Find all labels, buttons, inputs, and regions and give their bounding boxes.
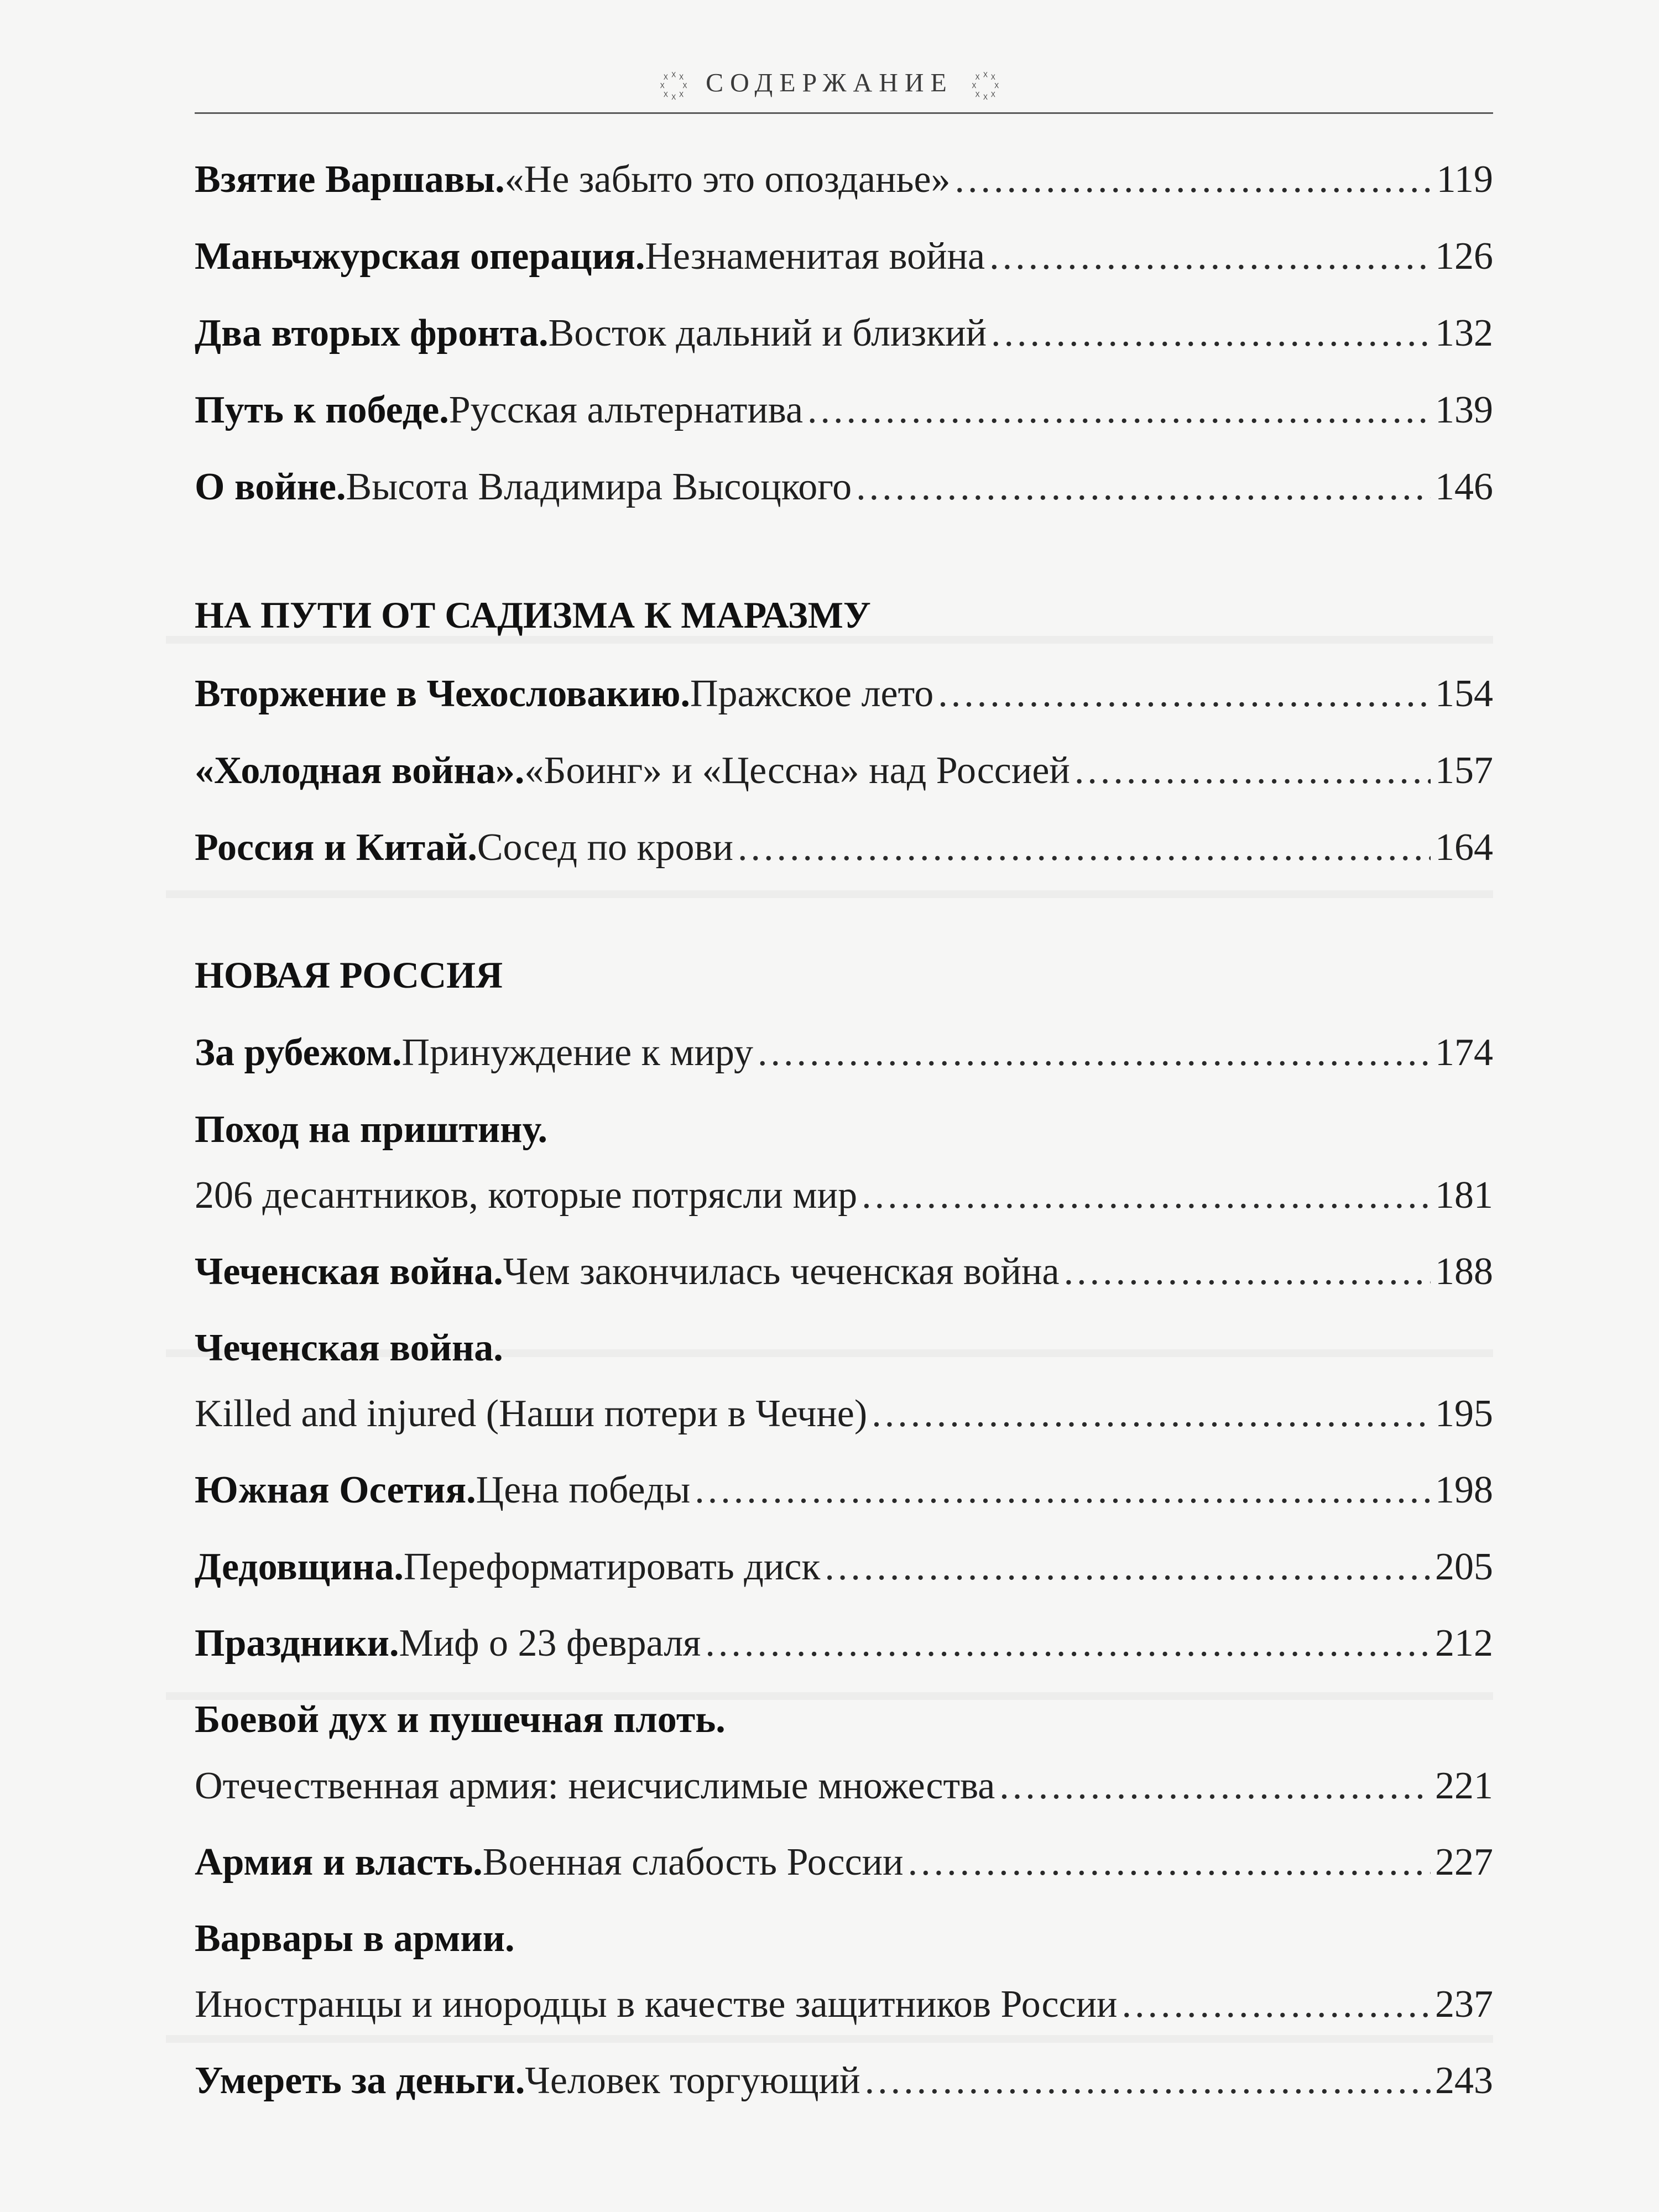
entry-subtitle: «Боинг» и «Цессна» над Россией: [524, 749, 1070, 792]
toc-entry[interactable]: [195, 1244, 1493, 1300]
entry-bold-title: О войне.: [195, 466, 346, 508]
page-number: 119: [1436, 158, 1493, 201]
section-heading: НОВАЯ РОССИЯ: [195, 954, 503, 996]
entry-bold-title: За рубежом.: [195, 1031, 402, 1074]
toc-entry[interactable]: [195, 1977, 1493, 2032]
entry-subtitle: Человек торгующий: [525, 2059, 860, 2102]
page-number: 198: [1435, 1469, 1493, 1511]
entry-bold-title: Два вторых фронта.: [195, 312, 549, 354]
toc-entry[interactable]: [195, 1386, 1493, 1442]
toc-entry[interactable]: [195, 743, 1493, 799]
page-title: СОДЕРЖАНИЕ: [706, 68, 953, 98]
bleed-through: [166, 890, 1493, 898]
entry-subtitle: Пражское лето: [690, 672, 934, 715]
dot-leader: [908, 1835, 1431, 1890]
dot-leader: [862, 1168, 1431, 1223]
page-number: 243: [1435, 2059, 1493, 2102]
section-heading: НА ПУТИ ОТ САДИЗМА К МАРАЗМУ: [195, 594, 871, 636]
toc-entry[interactable]: [195, 1463, 1493, 1518]
page-number: 154: [1435, 672, 1493, 715]
entry-subtitle: Восток дальний и близкий: [548, 312, 987, 354]
entry-subtitle: Русская альтернатива: [448, 389, 804, 431]
header-rule: [195, 112, 1493, 114]
dot-leader: [738, 820, 1431, 875]
page-number: 237: [1435, 1983, 1493, 2026]
toc-entry[interactable]: [195, 820, 1493, 875]
entry-bold-title: Чеченская война.: [195, 1250, 503, 1293]
toc-entry[interactable]: [195, 1168, 1493, 1223]
entry-bold-title: Праздники.: [195, 1622, 399, 1665]
entry-subtitle: Иностранцы и инородцы в качестве защитников России: [195, 1983, 1118, 2026]
dot-leader: [807, 383, 1431, 438]
page-number: 195: [1435, 1392, 1493, 1435]
dot-leader: [865, 2053, 1431, 2109]
entry-subtitle: 206 десантников, которые потрясли мир: [195, 1174, 858, 1217]
toc-entry[interactable]: [195, 460, 1493, 515]
page-number: 205: [1435, 1546, 1493, 1588]
page-number: 181: [1435, 1174, 1493, 1217]
page-number: 164: [1435, 826, 1493, 869]
page-number: 139: [1435, 389, 1493, 431]
entry-bold-title[interactable]: Боевой дух и пушечная плоть.: [195, 1698, 726, 1741]
page-number: 221: [1435, 1765, 1493, 1807]
toc-entry[interactable]: [195, 1540, 1493, 1595]
page-number: 188: [1435, 1250, 1493, 1293]
dot-leader: [1122, 1977, 1431, 2032]
bleed-through: [166, 2035, 1493, 2043]
dot-leader: [1074, 743, 1431, 799]
dot-leader: [989, 229, 1431, 284]
entry-bold-title: Дедовщина.: [195, 1546, 404, 1588]
toc-entry[interactable]: [195, 1759, 1493, 1814]
toc-entry[interactable]: [195, 1835, 1493, 1890]
page-number: 174: [1435, 1031, 1493, 1074]
running-header: [0, 65, 1659, 100]
dot-leader: [705, 1616, 1431, 1671]
entry-bold-title[interactable]: Поход на приштину.: [195, 1108, 547, 1151]
page-number: 126: [1435, 235, 1493, 278]
toc-entry[interactable]: [195, 383, 1493, 438]
entry-bold-title: Россия и Китай.: [195, 826, 477, 869]
entry-subtitle: Высота Владимира Высоцкого: [346, 466, 852, 508]
page-number: 212: [1435, 1622, 1493, 1665]
toc-entry[interactable]: [195, 1025, 1493, 1081]
entry-subtitle: Переформатировать диск: [403, 1546, 821, 1588]
entry-subtitle: Цена победы: [476, 1469, 691, 1511]
entry-subtitle: Военная слабость России: [482, 1841, 904, 1884]
entry-bold-title: Вторжение в Чехословакию.: [195, 672, 690, 715]
dot-leader: [695, 1463, 1431, 1518]
entry-subtitle: Миф о 23 февраля: [399, 1622, 701, 1665]
entry-subtitle: Чем закончилась чеченская война: [503, 1250, 1060, 1293]
toc-entry[interactable]: [195, 229, 1493, 284]
toc-entry[interactable]: [195, 2053, 1493, 2109]
dot-leader: [999, 1759, 1431, 1814]
toc-entry[interactable]: [195, 306, 1493, 361]
dot-leader: [825, 1540, 1431, 1595]
page-number: 132: [1435, 312, 1493, 354]
toc-entry[interactable]: [195, 1616, 1493, 1671]
page-number: 146: [1435, 466, 1493, 508]
entry-bold-title: Маньчжурская операция.: [195, 235, 645, 278]
entry-bold-title: «Холодная война».: [195, 749, 525, 792]
dot-leader: [991, 306, 1431, 361]
toc-entry[interactable]: [195, 152, 1493, 207]
page-number: 157: [1435, 749, 1493, 792]
entry-subtitle: Незнаменитая война: [645, 235, 985, 278]
entry-bold-title: Армия и власть.: [195, 1841, 483, 1884]
entry-subtitle: Сосед по крови: [477, 826, 733, 869]
entry-bold-title: Путь к победе.: [195, 389, 449, 431]
entry-subtitle: Killed and injured (Наши потери в Чечне): [195, 1392, 868, 1435]
page-number: 227: [1435, 1841, 1493, 1884]
entry-subtitle: Принуждение к миру: [401, 1031, 753, 1074]
dot-leader: [1064, 1244, 1431, 1300]
entry-subtitle: «Не забыто это опозданье»: [504, 158, 951, 201]
dot-leader: [856, 460, 1431, 515]
dot-leader: [955, 152, 1432, 207]
entry-subtitle: Отечественная армия: неисчислимые множества: [195, 1765, 995, 1807]
dot-leader: [758, 1025, 1431, 1081]
toc-entry[interactable]: [195, 666, 1493, 722]
entry-bold-title[interactable]: Варвары в армии.: [195, 1917, 515, 1960]
dot-leader: [938, 666, 1431, 722]
entry-bold-title[interactable]: Чеченская война.: [195, 1327, 503, 1369]
entry-bold-title: Умереть за деньги.: [195, 2059, 525, 2102]
dot-leader: [872, 1386, 1431, 1442]
entry-bold-title: Южная Осетия.: [195, 1469, 476, 1511]
entry-bold-title: Взятие Варшавы.: [195, 158, 505, 201]
